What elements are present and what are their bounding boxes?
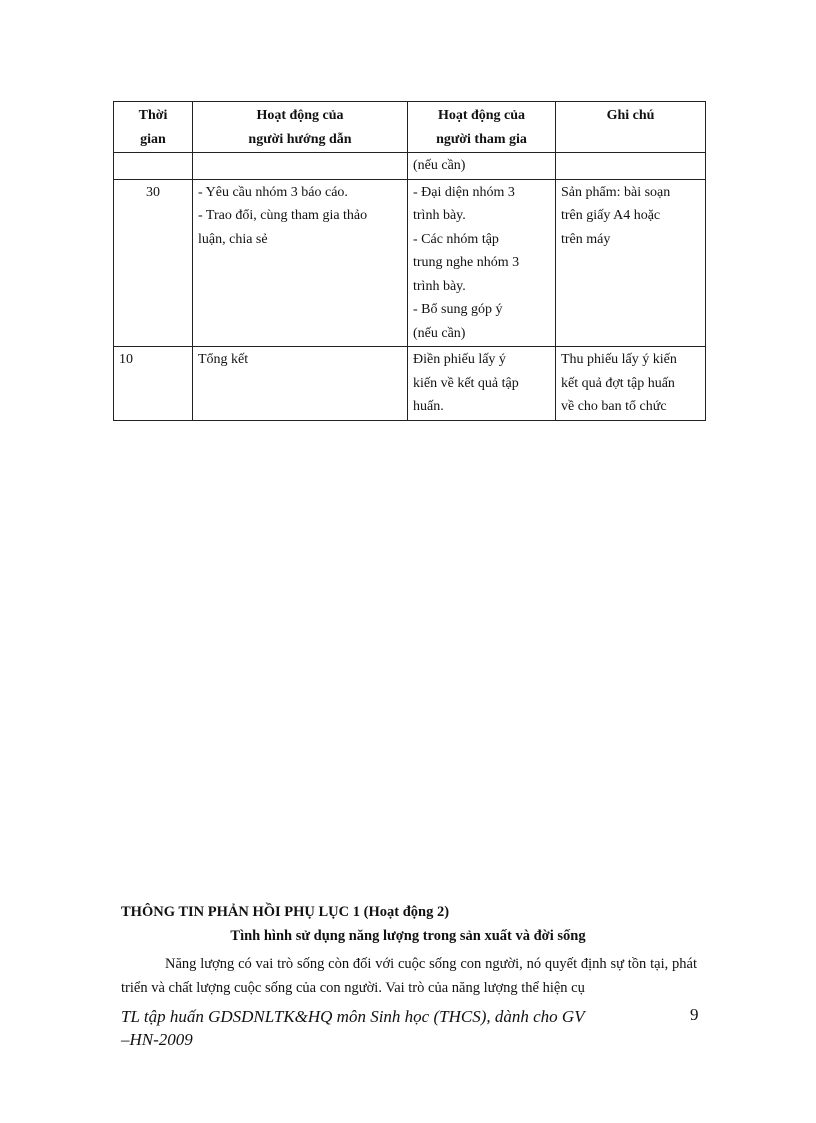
header-instructor-activity: Hoạt động của người hướng dẫn	[193, 102, 408, 153]
cell-instructor: Tổng kết	[193, 347, 408, 421]
cell-notes: Sản phẩm: bài soạn trên giấy A4 hoặc trên máy	[556, 179, 706, 347]
footer-line: –HN-2009	[121, 1030, 193, 1049]
cell-instructor	[193, 153, 408, 180]
page-number: 9	[690, 1005, 699, 1024]
footer-line: TL tập huấn GDSDNLTK&HQ môn Sinh học (THCS), dành cho GV	[121, 1007, 585, 1026]
cell-instructor: - Yêu cầu nhóm 3 báo cáo. - Trao đổi, cùng tham gia thảo luận, chia sẻ	[193, 179, 408, 347]
header-participant-activity: Hoạt động của người tham gia	[408, 102, 556, 153]
cell-notes	[556, 153, 706, 180]
page-footer	[121, 1005, 681, 1051]
cell-participant: (nếu cần)	[408, 153, 556, 180]
activity-table	[113, 101, 706, 421]
table-row	[114, 153, 706, 180]
table-row	[114, 179, 706, 347]
header-time: Thời gian	[114, 102, 193, 153]
cell-time: 30	[114, 179, 193, 347]
section-title: THÔNG TIN PHẢN HỒI PHỤ LỤC 1 (Hoạt động 2)	[121, 904, 450, 920]
cell-time	[114, 153, 193, 180]
cell-participant: - Đại diện nhóm 3 trình bày. - Các nhóm tập trung nghe nhóm 3 trình bày. - Bổ sung góp ý (nếu cần)	[408, 179, 556, 347]
cell-notes: Thu phiếu lấy ý kiến kết quả đợt tập huấn về cho ban tổ chức	[556, 347, 706, 421]
cell-participant: Điền phiếu lấy ý kiến về kết quả tập huấn.	[408, 347, 556, 421]
cell-time: 10	[114, 347, 193, 421]
body-paragraph: Năng lượng có vai trò sống còn đối với cuộc sống con người, nó quyết định sự tồn tại, phát triển và chất lượng cuộc sống của con người. Vai trò của năng lượng thể hiện cụ	[121, 956, 697, 996]
table-header-row	[114, 102, 706, 153]
section-subtitle: Tình hình sử dụng năng lượng trong sản xuất và đời sống	[230, 928, 586, 944]
table-row	[114, 347, 706, 421]
header-notes: Ghi chú	[556, 102, 706, 153]
